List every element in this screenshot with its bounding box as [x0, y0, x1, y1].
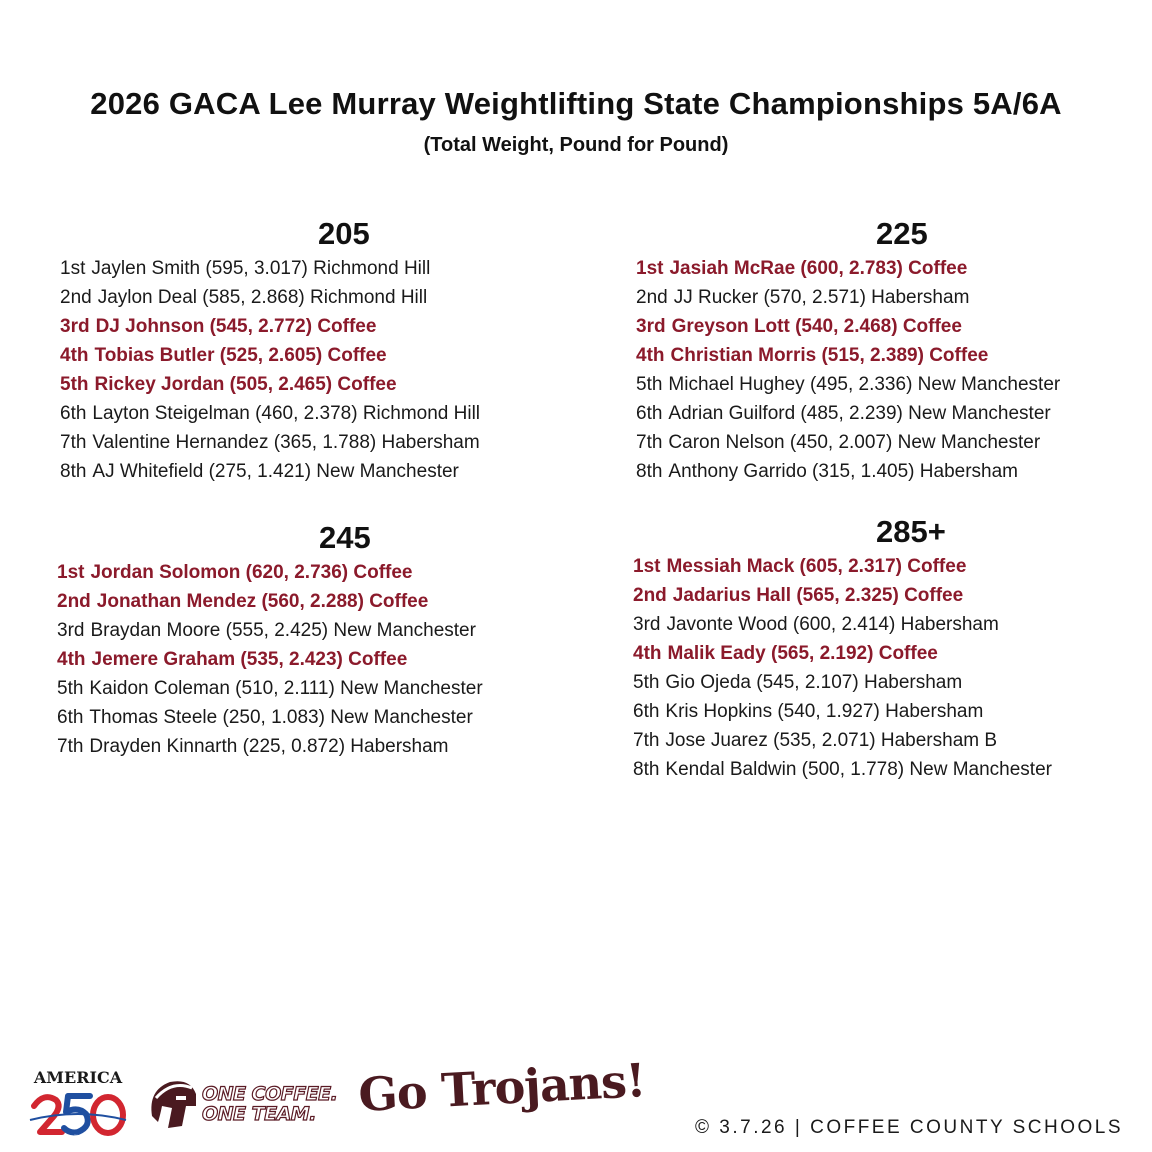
result-entry: [60, 399, 580, 428]
athlete-result: Michael Hughey (495, 2.336) New Manchester: [668, 374, 1061, 395]
athlete-result: Gio Ojeda (545, 2.107) Habersham: [665, 672, 963, 693]
athlete-result: AJ Whitefield (275, 1.421) New Manchester: [92, 461, 459, 482]
place-label: 7th: [636, 432, 663, 453]
result-entry: [633, 697, 1152, 726]
athlete-result: Jasiah McRae (600, 2.783) Coffee: [669, 258, 968, 279]
place-label: 7th: [633, 730, 660, 751]
result-entry: [60, 370, 580, 399]
division-285-plus: [633, 512, 1152, 784]
result-entry: [633, 552, 1152, 581]
place-label: 1st: [636, 258, 664, 279]
athlete-result: Rickey Jordan (505, 2.465) Coffee: [94, 374, 397, 395]
athlete-result: Greyson Lott (540, 2.468) Coffee: [671, 316, 962, 337]
one-coffee-one-team-logo: [146, 1076, 346, 1136]
athlete-result: Jose Juarez (535, 2.071) Habersham B: [665, 730, 998, 751]
slogan-line-2: ONE TEAM.: [202, 1103, 316, 1125]
athlete-result: Messiah Mack (605, 2.317) Coffee: [666, 556, 967, 577]
result-entry: [633, 639, 1152, 668]
athlete-result: Jaylen Smith (595, 3.017) Richmond Hill: [91, 258, 431, 279]
result-entry: [633, 610, 1152, 639]
place-label: 7th: [60, 432, 87, 453]
result-entry: [60, 428, 580, 457]
page-subtitle: (Total Weight, Pound for Pound): [423, 134, 729, 156]
result-entry: [636, 399, 1152, 428]
athlete-result: Kendal Baldwin (500, 1.778) New Manchester: [665, 759, 1052, 780]
athlete-result: Drayden Kinnarth (225, 0.872) Habersham: [89, 736, 449, 757]
result-entry: [57, 674, 577, 703]
results-list: [57, 558, 577, 761]
place-label: 5th: [633, 672, 660, 693]
america-number: 250: [74, 1135, 78, 1137]
athlete-result: Jonathan Mendez (560, 2.288) Coffee: [96, 591, 429, 612]
place-label: 4th: [60, 345, 89, 366]
athlete-result: Jemere Graham (535, 2.423) Coffee: [91, 649, 408, 670]
america-250-emblem-icon: [28, 1088, 128, 1140]
athlete-result: Javonte Wood (600, 2.414) Habersham: [666, 614, 999, 635]
result-entry: [636, 370, 1152, 399]
place-label: 3rd: [57, 620, 85, 641]
athlete-result: Jaylon Deal (585, 2.868) Richmond Hill: [97, 287, 428, 308]
result-entry: [57, 645, 577, 674]
athlete-result: Valentine Hernandez (365, 1.788) Habersham: [92, 432, 480, 453]
result-entry: [57, 558, 577, 587]
athlete-result: Tobias Butler (525, 2.605) Coffee: [94, 345, 387, 366]
page-title: 2026 GACA Lee Murray Weightlifting State Championships 5A/6A: [90, 86, 1062, 121]
spartan-helmet-icon: [146, 1076, 200, 1132]
result-entry: [636, 312, 1152, 341]
place-label: 3rd: [633, 614, 661, 635]
division-245: [57, 518, 577, 761]
america-label: AMERICA: [33, 1068, 123, 1087]
result-entry: [636, 457, 1152, 486]
result-entry: [57, 703, 577, 732]
place-label: 1st: [57, 562, 85, 583]
division-205: [60, 214, 580, 486]
place-label: 2nd: [57, 591, 91, 612]
division-heading: 285+: [876, 514, 946, 549]
place-label: 8th: [636, 461, 663, 482]
place-label: 5th: [57, 678, 84, 699]
place-label: 6th: [636, 403, 663, 424]
place-label: 2nd: [60, 287, 92, 308]
america-250-logo: [28, 1068, 128, 1144]
place-label: 2nd: [636, 287, 668, 308]
place-label: 2nd: [633, 585, 667, 606]
place-label: 6th: [633, 701, 660, 722]
place-label: 4th: [57, 649, 86, 670]
place-label: 3rd: [636, 316, 666, 337]
athlete-result: Malik Eady (565, 2.192) Coffee: [667, 643, 938, 664]
copyright-credit: © 3.7.26 | COFFEE COUNTY SCHOOLS: [695, 1117, 1124, 1138]
place-label: 1st: [60, 258, 86, 279]
division-heading: 225: [876, 216, 928, 251]
result-entry: [57, 587, 577, 616]
result-entry: [60, 254, 580, 283]
result-entry: [57, 732, 577, 761]
place-label: 6th: [57, 707, 84, 728]
athlete-result: JJ Rucker (570, 2.571) Habersham: [673, 287, 970, 308]
result-entry: [633, 755, 1152, 784]
result-entry: [633, 668, 1152, 697]
result-entry: [60, 341, 580, 370]
athlete-result: Jadarius Hall (565, 2.325) Coffee: [672, 585, 964, 606]
athlete-result: Braydan Moore (555, 2.425) New Manchester: [90, 620, 476, 641]
place-label: 5th: [60, 374, 89, 395]
place-label: 3rd: [60, 316, 90, 337]
place-label: 7th: [57, 736, 84, 757]
slogan-line-1: ONE COFFEE.: [202, 1083, 338, 1105]
result-entry: [633, 581, 1152, 610]
division-heading: 245: [319, 520, 371, 555]
division-225: [636, 214, 1152, 486]
place-label: 4th: [633, 643, 662, 664]
result-entry: [60, 312, 580, 341]
place-label: 1st: [633, 556, 661, 577]
results-list: [636, 254, 1152, 486]
result-entry: [60, 457, 580, 486]
one-coffee-slogan: [202, 1084, 337, 1124]
athlete-result: Christian Morris (515, 2.389) Coffee: [670, 345, 989, 366]
athlete-result: DJ Johnson (545, 2.772) Coffee: [95, 316, 377, 337]
results-list: [633, 552, 1152, 784]
result-entry: [636, 283, 1152, 312]
athlete-result: Thomas Steele (250, 1.083) New Manchester: [89, 707, 473, 728]
result-entry: [633, 726, 1152, 755]
result-entry: [636, 254, 1152, 283]
athlete-result: Kris Hopkins (540, 1.927) Habersham: [665, 701, 984, 722]
place-label: 4th: [636, 345, 665, 366]
athlete-result: Caron Nelson (450, 2.007) New Manchester: [668, 432, 1041, 453]
athlete-result: Adrian Guilford (485, 2.239) New Manchester: [668, 403, 1051, 424]
athlete-result: Jordan Solomon (620, 2.736) Coffee: [90, 562, 413, 583]
division-heading: 205: [318, 216, 370, 251]
place-label: 8th: [633, 759, 660, 780]
result-entry: [636, 341, 1152, 370]
athlete-result: Layton Steigelman (460, 2.378) Richmond Hill: [92, 403, 481, 424]
athlete-result: Kaidon Coleman (510, 2.111) New Manchester: [89, 678, 483, 699]
go-trojans-wordmark: Go Trojans!: [357, 1053, 647, 1122]
result-entry: [636, 428, 1152, 457]
results-list: [60, 254, 580, 486]
place-label: 5th: [636, 374, 663, 395]
place-label: 8th: [60, 461, 87, 482]
place-label: 6th: [60, 403, 87, 424]
result-entry: [60, 283, 580, 312]
result-entry: [57, 616, 577, 645]
athlete-result: Anthony Garrido (315, 1.405) Habersham: [668, 461, 1019, 482]
